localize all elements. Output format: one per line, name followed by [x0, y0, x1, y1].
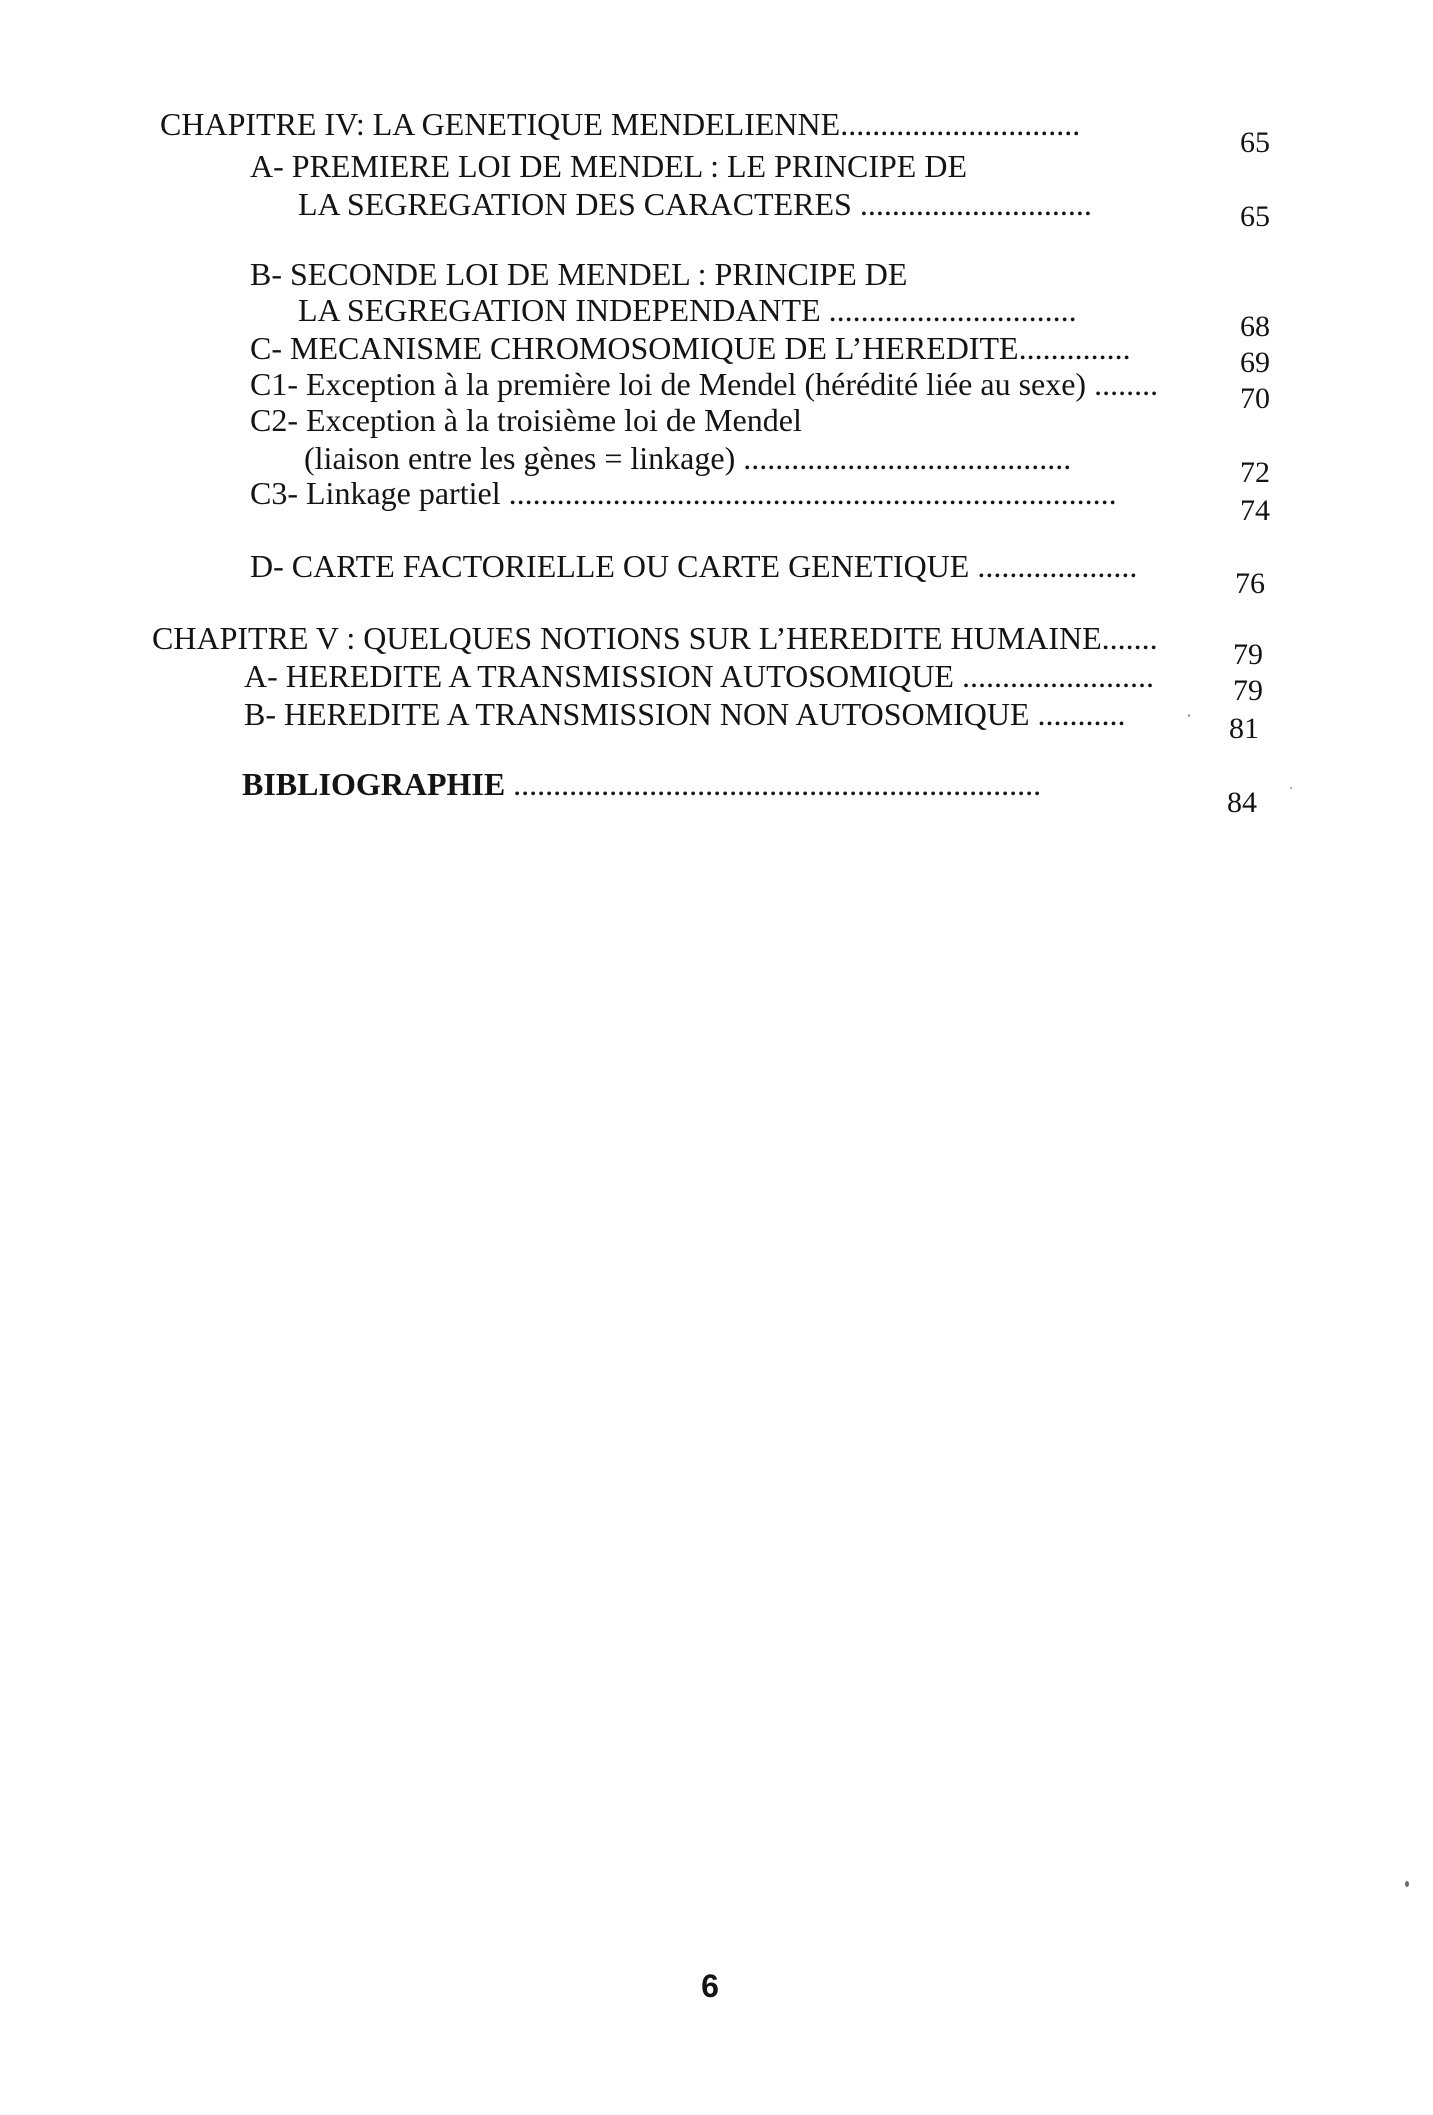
- scan-speck: [1188, 714, 1190, 717]
- section-d-page: 76: [1235, 567, 1265, 600]
- section-b-page: 68: [1240, 310, 1270, 343]
- chapter-5-section-b-page: 81: [1229, 712, 1259, 745]
- section-a-line1: A- PREMIERE LOI DE MENDEL : LE PRINCIPE DE: [250, 148, 967, 184]
- section-a-line2: LA SEGREGATION DES CARACTERES .............................: [298, 186, 1092, 222]
- section-c2-line1: C2- Exception à la troisième loi de Mendel: [250, 402, 802, 438]
- section-c3-page: 74: [1240, 494, 1270, 527]
- section-c1-line: C1- Exception à la première loi de Mendel (hérédité liée au sexe) ........: [250, 366, 1159, 402]
- chapter-5-section-b-line: B- HEREDITE A TRANSMISSION NON AUTOSOMIQUE ...........: [244, 696, 1126, 732]
- section-c2-page: 72: [1240, 456, 1270, 489]
- page-number: 6: [701, 1968, 719, 2004]
- section-c1-page: 70: [1240, 382, 1270, 415]
- section-c-page: 69: [1240, 346, 1270, 379]
- scan-speck: [1405, 1881, 1409, 1887]
- section-b-line1: B- SECONDE LOI DE MENDEL : PRINCIPE DE: [250, 256, 908, 292]
- chapter-5-section-a-line: A- HEREDITE A TRANSMISSION AUTOSOMIQUE ........................: [244, 658, 1154, 694]
- section-d-line: D- CARTE FACTORIELLE OU CARTE GENETIQUE ....................: [250, 548, 1138, 584]
- bibliography-entry: [242, 766, 1041, 802]
- bibliography-leader: ..................................................................: [505, 766, 1042, 802]
- chapter-5-title: CHAPITRE V : QUELQUES NOTIONS SUR L’HEREDITE HUMAINE.......: [152, 620, 1158, 656]
- section-c3-line: C3- Linkage partiel ............................................................................: [250, 475, 1117, 511]
- section-b-line2: LA SEGREGATION INDEPENDANTE ...............................: [298, 292, 1077, 328]
- section-a-page: 65: [1240, 200, 1270, 233]
- chapter-4-title: CHAPITRE IV: LA GENETIQUE MENDELIENNE..............................: [160, 106, 1081, 142]
- section-c-line: C- MECANISME CHROMOSOMIQUE DE L’HEREDITE..............: [250, 330, 1131, 366]
- scan-speck: [1290, 787, 1292, 789]
- section-c2-line2: (liaison entre les gènes = linkage) .........................................: [304, 440, 1072, 476]
- chapter-5-section-a-page: 79: [1233, 674, 1263, 707]
- bibliography-page: 84: [1227, 786, 1257, 819]
- chapter-4-page: 65: [1240, 126, 1270, 159]
- chapter-5-page: 79: [1233, 638, 1263, 671]
- bibliography-label: BIBLIOGRAPHIE: [242, 766, 506, 802]
